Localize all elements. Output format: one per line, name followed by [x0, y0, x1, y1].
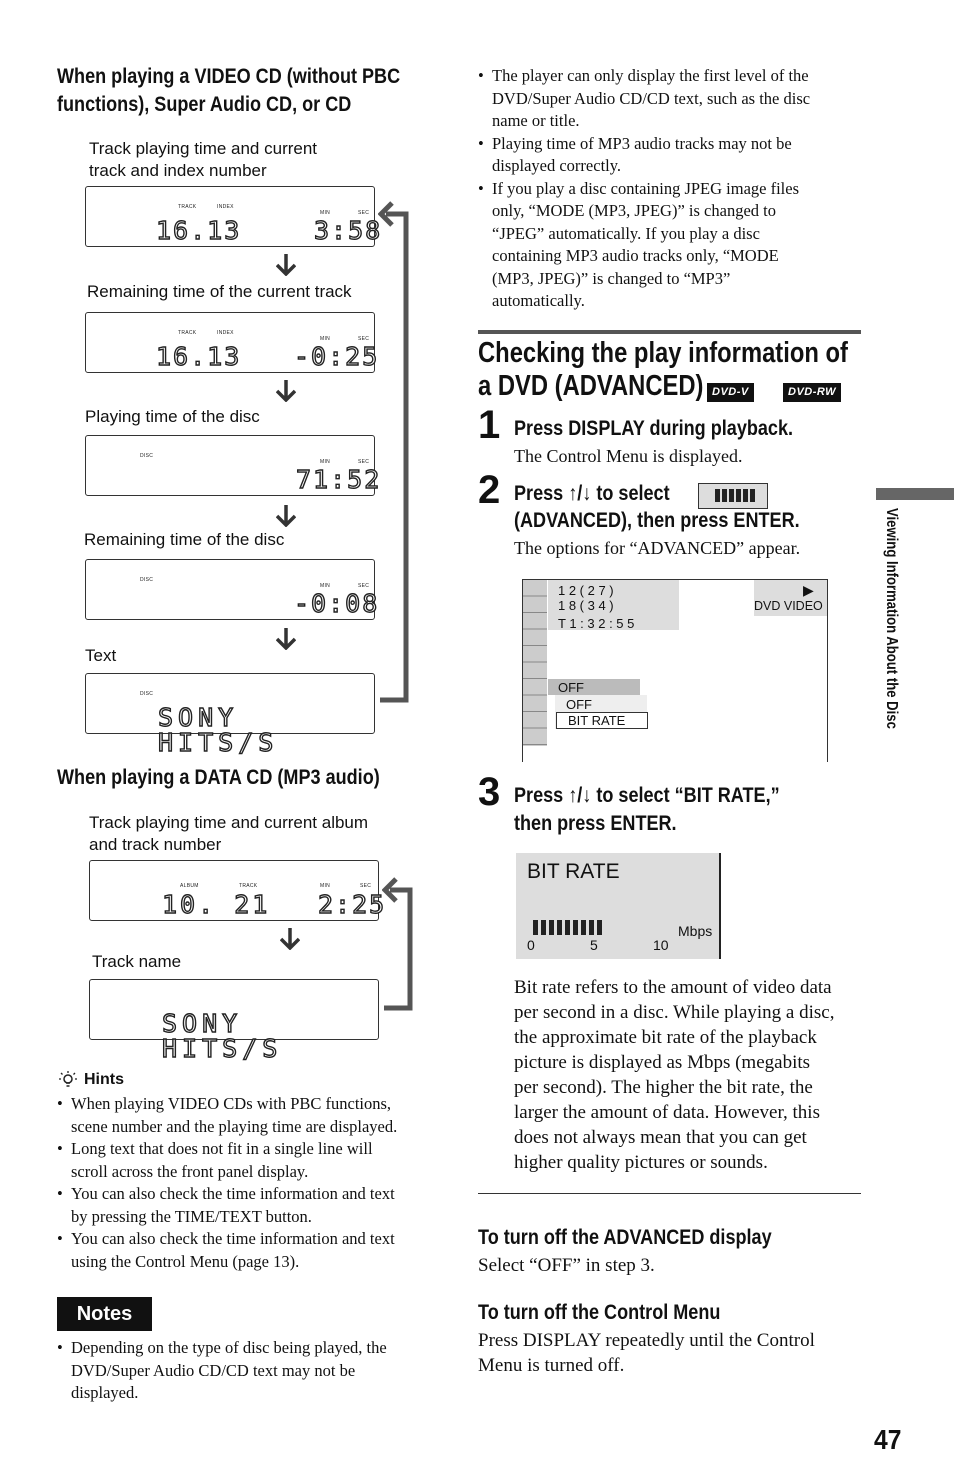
display-digits: SONY HITS/S: [162, 1009, 283, 1063]
step-number: 3: [478, 770, 501, 814]
display-digits: 3:58: [314, 216, 383, 245]
list-item: [57, 1183, 447, 1228]
front-panel-display: [85, 559, 380, 620]
paragraph-line: higher quality pictures or sounds.: [514, 1152, 768, 1173]
loop-back-arrow-icon: [382, 876, 416, 1016]
list-line: Long text that does not fit in a single line will: [71, 1139, 373, 1158]
list-item: [57, 1138, 447, 1183]
meter-segment: [549, 920, 554, 935]
caption-remaining-disc: [84, 529, 284, 551]
front-panel-display: [89, 979, 379, 1063]
paragraph-line: Bit rate refers to the amount of video data: [514, 977, 832, 998]
list-line: You can also check the time information and text: [71, 1184, 395, 1203]
subheading-body: [478, 1253, 655, 1278]
down-arrow-icon: [276, 254, 296, 276]
display-digits: -0:25: [294, 342, 380, 371]
divider: [478, 1193, 861, 1194]
scale-label: 5: [590, 937, 598, 953]
down-arrow-icon: [276, 380, 296, 402]
display-label: MIN: [320, 210, 331, 216]
option-off[interactable]: OFF: [566, 697, 592, 712]
side-tab: [878, 508, 902, 808]
display-digits: 16.13: [156, 342, 242, 371]
front-panel-display: [85, 435, 382, 496]
title-part: Press: [514, 482, 569, 505]
paragraph-line: does not always mean that you can get: [514, 1127, 807, 1148]
display-label: INDEX: [217, 330, 234, 336]
lightbulb-icon: [58, 1070, 78, 1090]
step-title: then press ENTER.: [514, 812, 677, 835]
subheading: To turn off the ADVANCED display: [478, 1226, 772, 1249]
paragraph-line: per second). The higher the bit rate, the: [514, 1077, 813, 1098]
front-panel-display: [85, 186, 383, 247]
front-panel-display: [85, 673, 375, 757]
heading-data-cd: [57, 764, 380, 792]
dvd-rw-badge: DVD-RW: [783, 383, 841, 402]
meter-segment: [581, 920, 586, 935]
side-tab-label: Viewing Information About the Disc: [883, 508, 900, 729]
caption-line: Text: [85, 646, 117, 665]
caption-track-name: [92, 951, 181, 973]
list-line: scene number and the playing time are displayed.: [71, 1116, 398, 1136]
notes-list: [57, 1337, 447, 1405]
list-item: [57, 1228, 447, 1273]
display-label: TRACK: [239, 883, 258, 889]
side-tab-bar: [876, 488, 954, 500]
display-digits: 16.13: [156, 216, 242, 245]
display-label: MIN: [320, 336, 331, 342]
list-item: [478, 133, 868, 178]
list-line: When playing VIDEO CDs with PBC functions,: [71, 1094, 392, 1113]
step-body: The Control Menu is displayed.: [514, 446, 743, 466]
display-digits: 2:25: [318, 890, 387, 919]
bit-rate-title: BIT RATE: [527, 860, 620, 883]
caption-line: Remaining time of the disc: [84, 530, 285, 549]
heading-line: When playing a DATA CD (MP3 audio): [57, 766, 380, 789]
disc-type-label: DVD VIDEO: [754, 599, 823, 613]
notes-continued-list: [478, 65, 868, 313]
caption-line: track and index number: [89, 161, 267, 180]
osd-chapter-line: 1 8 ( 3 4 ): [558, 598, 614, 613]
notes-title: Notes: [57, 1297, 152, 1331]
menu-selected-value: OFF: [558, 680, 584, 695]
caption-mp3-time: [89, 812, 368, 856]
list-line: Playing time of MP3 audio tracks may not be: [492, 133, 792, 153]
section-rule: [478, 330, 861, 334]
scale-label: 0: [527, 937, 535, 953]
control-menu-screen: [522, 579, 828, 762]
list-line: Depending on the type of disc being played, the: [71, 1338, 387, 1357]
list-line: (MP3, JPEG)” is changed to “MP3”: [492, 268, 731, 288]
meter-segment: [565, 920, 570, 935]
list-line: only, “MODE (MP3, JPEG)” is changed to: [492, 201, 776, 220]
list-line: scroll across the front panel display.: [71, 1161, 309, 1181]
hints-title: Hints: [84, 1071, 124, 1088]
unit-label: Mbps: [678, 923, 713, 939]
play-icon: ▶: [803, 582, 814, 598]
paragraph-line: larger the amount of data. However, this: [514, 1102, 820, 1123]
caption-line: Track playing time and current: [89, 139, 318, 158]
display-label: DISC: [140, 453, 154, 459]
front-panel-display: [85, 312, 380, 373]
list-item: [478, 65, 868, 133]
front-panel-display: [89, 860, 387, 921]
display-label: SEC: [360, 883, 372, 889]
body-line: Press DISPLAY repeatedly until the Control: [478, 1330, 815, 1351]
meter-segment: [573, 920, 578, 935]
up-down-arrows-icon: ↑/↓: [568, 482, 592, 505]
step-title: [514, 481, 670, 507]
meter-segment: [557, 920, 562, 935]
display-digits: -0:08: [294, 589, 380, 618]
caption-line: Track name: [92, 952, 182, 971]
display-label: DISC: [140, 691, 154, 697]
loop-back-arrow-icon: [378, 200, 412, 710]
menu-icon-column: [523, 580, 547, 746]
title-part: to select “BIT RATE,”: [591, 784, 780, 807]
step-title: [514, 783, 780, 809]
display-digits: 71:52: [296, 465, 382, 494]
step-number: 2: [478, 468, 501, 512]
title-line: a DVD (ADVANCED): [478, 370, 704, 402]
list-line: DVD/Super Audio CD/CD text may not be: [71, 1360, 356, 1380]
meter-segment: [589, 920, 594, 935]
step-body: The options for “ADVANCED” appear.: [514, 538, 801, 558]
osd-time-line: T 1 : 3 2 : 5 5: [558, 616, 635, 631]
display-label: MIN: [320, 459, 331, 465]
list-line: DVD/Super Audio CD/CD text, such as the disc: [492, 88, 811, 108]
list-line: If you play a disc containing JPEG image files: [492, 178, 800, 198]
title-part: to select: [591, 482, 670, 505]
heading-line: When playing a VIDEO CD (without PBC: [57, 65, 401, 88]
subheading-body: [478, 1328, 815, 1378]
list-item: [478, 178, 868, 313]
subheading: To turn off the Control Menu: [478, 1301, 721, 1324]
meter-segment: [541, 920, 546, 935]
advanced-menu-icon: [698, 483, 768, 509]
caption-disc-time: [85, 406, 260, 428]
list-line: displayed correctly.: [492, 156, 622, 175]
caption-line: Remaining time of the current track: [87, 282, 352, 301]
heading-video-cd: [57, 63, 400, 119]
caption-track-time: [89, 138, 317, 182]
caption-remaining-track: [87, 281, 352, 303]
list-item: [57, 1337, 447, 1405]
display-label: MIN: [320, 883, 331, 889]
down-arrow-icon: [276, 505, 296, 527]
list-line: You can also check the time information and text: [71, 1229, 395, 1248]
step-number: 1: [478, 403, 501, 447]
list-line: name or title.: [492, 111, 580, 130]
up-down-arrows-icon: ↑/↓: [568, 784, 592, 807]
display-digits: SONY HITS/S: [158, 703, 279, 757]
paragraph-line: the approximate bit rate of the playback: [514, 1027, 817, 1048]
body-line: Select “OFF” in step 3.: [478, 1255, 655, 1276]
display-label: DISC: [140, 577, 154, 583]
display-label: TRACK: [178, 204, 197, 210]
paragraph-line: per second in a disc. While playing a disc,: [514, 1002, 835, 1023]
step-title: (ADVANCED), then press ENTER.: [514, 509, 800, 532]
list-line: The player can only display the first level of the: [492, 66, 809, 85]
display-label: INDEX: [217, 204, 234, 210]
caption-line: Track playing time and current album: [89, 813, 369, 832]
list-line: “JPEG” automatically. If you play a disc: [492, 223, 760, 243]
display-label: ALBUM: [180, 883, 199, 889]
down-arrow-icon: [280, 928, 300, 950]
list-line: using the Control Menu (page 13).: [71, 1251, 300, 1271]
caption-line: Playing time of the disc: [85, 407, 260, 426]
display-label: TRACK: [178, 330, 197, 336]
title-part: Press: [514, 784, 569, 807]
bit-rate-paragraph: [514, 975, 834, 1175]
option-bit-rate[interactable]: BIT RATE: [568, 713, 626, 728]
display-label: SEC: [358, 336, 370, 342]
list-item: [57, 1093, 447, 1138]
display-digits: 10. 21: [162, 890, 271, 919]
list-line: by pressing the TIME/TEXT button.: [71, 1206, 312, 1226]
caption-line: and track number: [89, 835, 222, 854]
scale-label: 10: [653, 937, 669, 953]
display-label: SEC: [358, 459, 370, 465]
body-line: Menu is turned off.: [478, 1355, 625, 1376]
title-line: Checking the play information of: [478, 337, 848, 369]
heading-line: functions), Super Audio CD, or CD: [57, 93, 352, 116]
meter-segment: [597, 920, 602, 935]
dvd-v-badge: DVD-V: [707, 383, 754, 402]
list-line: automatically.: [492, 291, 585, 310]
step-title: Press DISPLAY during playback.: [514, 417, 794, 440]
bit-rate-panel: [516, 853, 721, 959]
osd-title-line: 1 2 ( 2 7 ): [558, 583, 614, 598]
down-arrow-icon: [276, 628, 296, 650]
caption-text: [85, 645, 116, 667]
page-number: 47: [874, 1424, 902, 1455]
display-label: SEC: [358, 583, 370, 589]
hints-list: [57, 1093, 447, 1273]
paragraph-line: picture is displayed as Mbps (megabits: [514, 1052, 811, 1073]
list-line: displayed.: [71, 1383, 139, 1402]
list-line: containing MP3 audio tracks only, “MODE: [492, 246, 779, 265]
display-label: MIN: [320, 583, 331, 589]
display-label: SEC: [358, 210, 370, 216]
meter-segment: [533, 920, 538, 935]
